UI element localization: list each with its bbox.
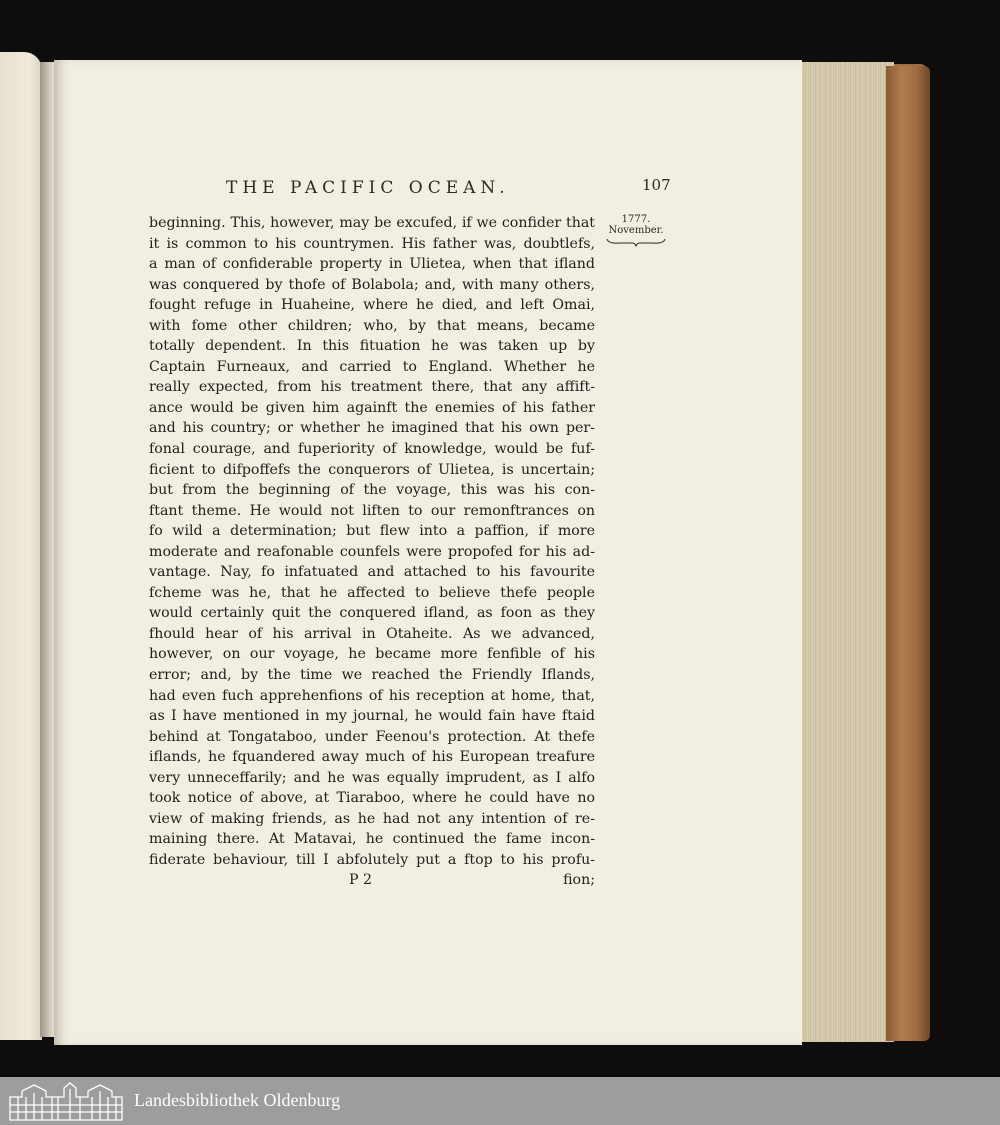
page-block-edges bbox=[798, 62, 894, 1042]
text-line: fo wild a determination; but flew into a paffion, if more bbox=[149, 523, 595, 540]
text-line: really expected, from his treatment there, that any affift- bbox=[149, 379, 595, 396]
text-line: had even fuch apprehenfions of his reception at home, that, bbox=[149, 687, 595, 704]
running-head: THE PACIFIC OCEAN. bbox=[226, 178, 510, 198]
text-line: as I have mentioned in my journal, he would fain have ftaid bbox=[149, 708, 595, 725]
text-line: fonal courage, and fuperiority of knowledge, would be fuf- bbox=[149, 441, 595, 458]
text-line: behind at Tongataboo, under Feenou's protection. At thefe bbox=[149, 728, 595, 745]
text-line: ftant theme. He would not liften to our remonftrances on bbox=[149, 502, 595, 519]
text-line: vantage. Nay, fo infatuated and attached to his favourite bbox=[149, 564, 595, 581]
text-line: fought refuge in Huaheine, where he died, and left Omai, bbox=[149, 297, 595, 314]
text-line: error; and, by the time we reached the Friendly Iflands, bbox=[149, 667, 595, 684]
text-line: would certainly quit the conquered ifland, as foon as they bbox=[149, 605, 595, 622]
text-line: fcheme was he, that he affected to believe thefe people bbox=[149, 584, 595, 601]
text-line: ance would be given him againft the enemies of his father bbox=[149, 399, 595, 416]
left-page-edge bbox=[0, 52, 42, 1040]
text-line: iflands, he fquandered away much of his European treafure bbox=[149, 749, 595, 766]
catchword: fion; bbox=[563, 872, 595, 888]
text-line: moderate and reafonable counfels were propofed for his ad- bbox=[149, 543, 595, 560]
text-line: was conquered by thofe of Bolabola; and, with many others, bbox=[149, 276, 595, 293]
text-line: ficient to difpoffefs the conquerors of Ulietea, is uncertain; bbox=[149, 461, 595, 478]
text-line: a man of confiderable property in Ulietea, when that ifland bbox=[149, 256, 595, 273]
body-text bbox=[149, 213, 595, 871]
page-number: 107 bbox=[642, 176, 671, 194]
text-line: however, on our voyage, he became more fenfible of his bbox=[149, 646, 595, 663]
signature-mark: P 2 bbox=[349, 872, 373, 888]
text-line: but from the beginning of the voyage, this was his con- bbox=[149, 482, 595, 499]
text-line: and his country; or whether he imagined that his own per- bbox=[149, 420, 595, 437]
text-line: beginning. This, however, may be excufed, if we confider that bbox=[149, 215, 595, 231]
page-footer bbox=[149, 872, 595, 894]
text-line: view of making friends, as he had not any intention of re- bbox=[149, 810, 595, 827]
library-name: Landesbibliothek Oldenburg bbox=[134, 1090, 341, 1110]
text-line: with fome other children; who, by that means, became bbox=[149, 317, 595, 334]
text-line: maining there. At Matavai, he continued the fame incon- bbox=[149, 831, 595, 848]
text-line: it is common to his countrymen. His father was, doubtlefs, bbox=[149, 235, 595, 252]
text-line: very unneceffarily; and he was equally imprudent, as I alfo bbox=[149, 769, 595, 786]
brace-icon bbox=[606, 237, 666, 247]
leather-cover bbox=[886, 66, 930, 1041]
text-line: Captain Furneaux, and carried to England. Whether he bbox=[149, 358, 595, 375]
library-building-icon bbox=[8, 1081, 124, 1121]
margin-note bbox=[604, 214, 668, 247]
margin-note-year: 1777. bbox=[621, 214, 651, 225]
text-line: fhould hear of his arrival in Otaheite. As we advanced, bbox=[149, 625, 595, 642]
library-footer-bar bbox=[0, 1077, 1000, 1125]
text-line: took notice of above, at Tiaraboo, where he could have no bbox=[149, 790, 595, 807]
text-line: fiderate behaviour, till I abfolutely put a ftop to his profu- bbox=[149, 851, 595, 868]
margin-note-month: November. bbox=[608, 225, 664, 236]
text-line: totally dependent. In this fituation he was taken up by bbox=[149, 338, 595, 355]
